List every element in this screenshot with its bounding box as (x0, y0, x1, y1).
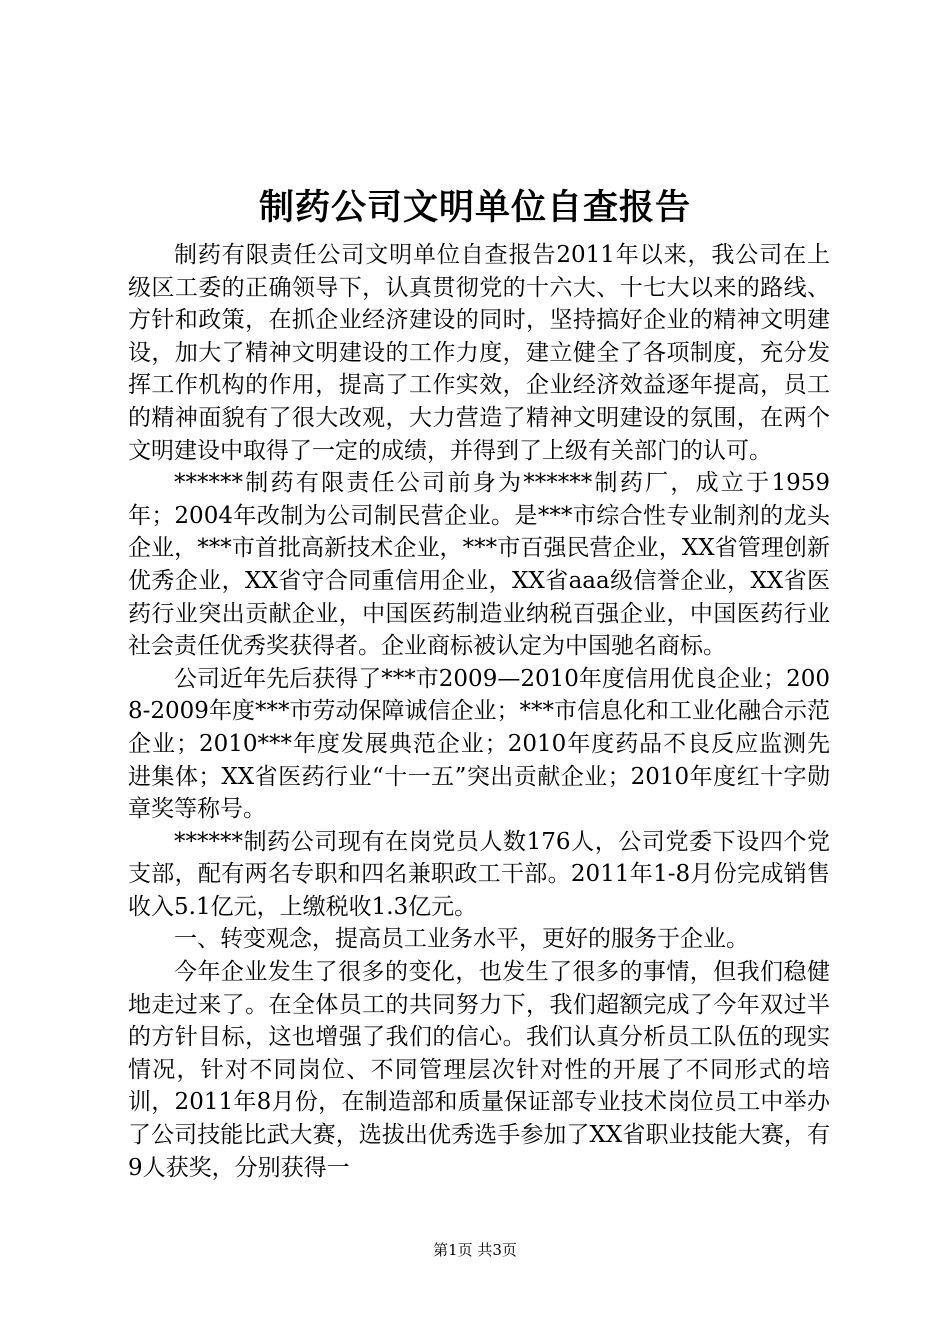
paragraph-company-history: ******制药有限责任公司前身为******制药厂，成立于1959年；2004年改制为公司制民营企业。是***市综合性专业制剂的龙头企业，***市首批高新技术企业，***市百强民营企业，XX省管理创新优秀企业，XX省守合同重信用企业，XX省aaa级信誉企业，XX省医药行业突出贡献企业，中国医药制造业纳税百强企业，中国医药行业社会责任优秀奖获得者。企业商标被认定为中国驰名商标。 (128, 470, 830, 660)
paragraph-party-members: ******制药公司现有在岗党员人数176人，公司党委下设四个党支部，配有两名专职和四名兼职政工干部。2011年1-8月份完成销售收入5.1亿元，上缴税收1.3亿元。 (128, 828, 830, 920)
page-footer: 第1页 共3页 (433, 1241, 517, 1259)
paragraph-training: 今年企业发生了很多的变化，也发生了很多的事情，但我们稳健地走过来了。在全体员工的共同努力下，我们超额完成了今年双过半的方针目标，这也增强了我们的信心。我们认真分析员工队伍的现实情况，针对不同岗位、不同管理层次针对性的开展了不同形式的培训，2011年8月份，在制造部和质量保证部专业技术岗位员工中举办了公司技能比武大赛，选拔出优秀选手参加了XX省职业技能大赛，有9人获奖，分别获得一 (128, 959, 830, 1181)
section-heading-1: 一、转变观念，提高员工业务水平，更好的服务于企业。 (174, 926, 749, 953)
paragraph-awards: 公司近年先后获得了***市2009—2010年度信用优良企业；2008-2009年度***市劳动保障诚信企业；***市信息化和工业化融合示范企业；2010***年度发展典范企业；2010年度药品不良反应监测先进集体；XX省医药行业“十一五”突出贡献企业；2010年度红十字勋章奖等称号。 (128, 665, 830, 823)
document-body (128, 239, 830, 1184)
paragraph-intro: 制药有限责任公司文明单位自查报告2011年以来，我公司在上级区工委的正确领导下，认真贯彻党的十六大、十七大以来的路线、方针和政策，在抓企业经济建设的同时，坚持搞好企业的精神文明建设，加大了精神文明建设的工作力度，建立健全了各项制度，充分发挥工作机构的作用，提高了工作实效，企业经济效益逐年提高，员工的精神面貌有了很大改观，大力营造了精神文明建设的氛围，在两个文明建设中取得了一定的成绩，并得到了上级有关部门的认可。 (128, 242, 830, 464)
document-title: 制药公司文明单位自查报告 (258, 187, 691, 228)
